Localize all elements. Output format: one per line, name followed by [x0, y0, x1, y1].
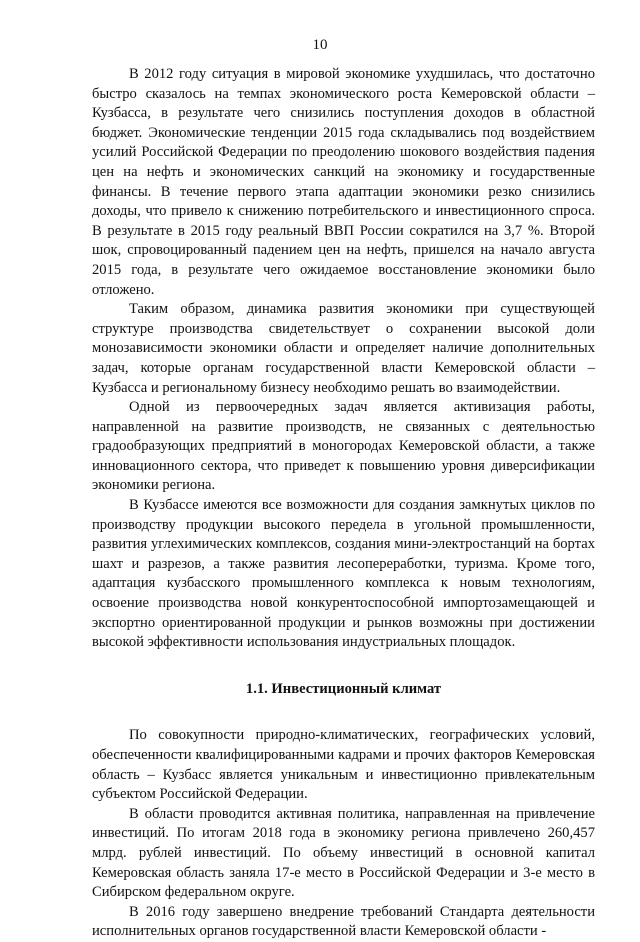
- paragraph: В Кузбассе имеются все возможности для создания замкнутых циклов по производству продукции высокого передела в угольной промышленности, развития углехимических комплексов, создания мини-электростанций на бортах шахт и разрезов, а также развития лесопереработки, туризма. Кроме того, адаптация кузбасского промышленного комплекса к новым технологиям, освоение производства новой конкурентоспособной импортозамещающей и экспортно ориентированной продукции и рынков возможны при достижении высокой эффективности использования индустриальных площадок.: [92, 497, 595, 651]
- page-number: 10: [312, 37, 328, 53]
- paragraph: Таким образом, динамика развития экономики при существующей структуре производства свидетельствует о сохранении высокой доли монозависимости экономики области и определяет наличие дополнительных задач, которые органам государственной власти Кемеровской области – Кузбасса и региональному бизнесу необходимо решать во взаимодействии.: [92, 301, 595, 396]
- paragraph: В 2012 году ситуация в мировой экономике ухудшилась, что достаточно быстро сказалось на темпах экономического роста Кемеровской области – Кузбасса, в результате чего снизились поступления доходов в областной бюджет. Экономические тенденции 2015 года складывались под воздействием усилий Российской Федерации по преодолению шокового воздействия падения цен на нефть и экономических санкций на экономику и государственные финансы. В течение первого этапа адаптации экономики резко снизились доходы, что привело к снижению потребительского и инвестиционного спроса. В результате в 2015 году реальный ВВП России сократился на 3,7 %. Второй шок, спровоцированный падением цен на нефть, пришелся на начало августа 2015 года, в результате чего ожидаемое восстановление экономики было отложено.: [92, 66, 595, 298]
- paragraph: По совокупности природно-климатических, географических условий, обеспеченности квалифицированными кадрами и прочих факторов Кемеровская область – Кузбасс является уникальным и инвестиционно привлекательным субъектом Российской Федерации.: [92, 727, 595, 803]
- body-text: [92, 65, 595, 942]
- paragraph: В 2016 году завершено внедрение требований Стандарта деятельности исполнительных органов государственной власти Кемеровской области -: [92, 903, 595, 940]
- paragraph: Одной из первоочередных задач является активизация работы, направленной на развитие производств, не связанных с деятельностью градообразующих предприятий в моногородах Кемеровской области, а также инновационного сектора, что приведет к повышению уровня диверсификации экономики региона.: [92, 399, 595, 494]
- section-heading: 1.1. Инвестиционный климат: [245, 680, 442, 697]
- paragraph: В области проводится активная политика, направленная на привлечение инвестиций. По итогам 2018 года в экономику региона привлечено 260,457 млрд. рублей инвестиций. По объему инвестиций в основной капитал Кемеровская область заняла 17-е место в Российской Федерации и 3-е место в Сибирском федеральном округе.: [92, 805, 595, 901]
